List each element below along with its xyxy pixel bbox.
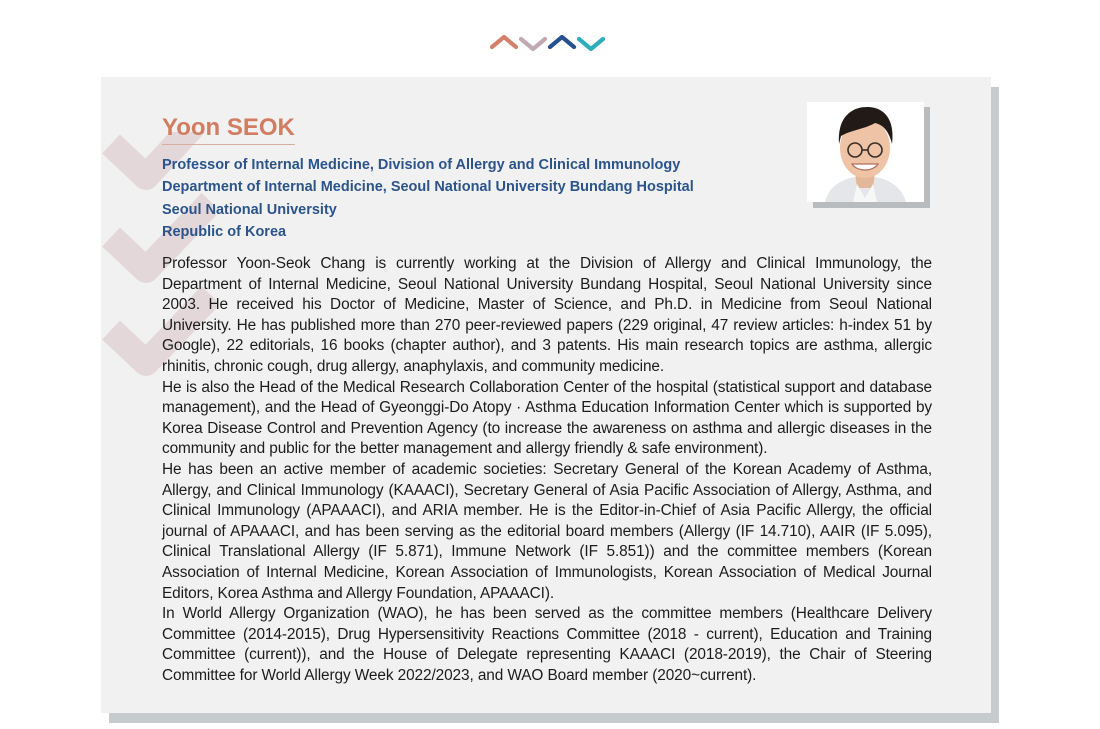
affiliation-list [162, 154, 694, 244]
affiliation-line: Republic of Korea [162, 224, 287, 241]
chevron-wave-logo [488, 30, 608, 56]
bio-paragraph: He is also the Head of the Medical Research Collaboration Center of the hospital (statistical support and database management), and the Head of Gyeonggi-Do Atopy · Asthma Education Information Center which is supported by Korea Disease Control and Prevention Agency (to increase the awareness on asthma and allergic diseases in the community and public for the better management and allergy friendly & safe environment). [162, 378, 932, 458]
affiliation-line: Seoul National University [162, 201, 337, 218]
bio-paragraph: He has been an active member of academic societies: Secretary General of the Korean Academy of Asthma, Allergy, and Clinical Immunology (KAAACI), Secretary General of Asia Pacific Association of Allergy, Asthma, and Clinical Immunology (APAAACI), and ARIA member. He is the Editor-in-Chief of Asia Pacific Allergy, the official journal of APAAACI, and has been serving as the editorial board members (Allergy (IF 14.710), AAIR (IF 5.095), Clinical Translational Allergy (IF 5.871), Immune Network (IF 5.851)) and the committee members (Korean Association of Internal Medicine, Korean Association of Immunologists, Korean Association of Medical Journal Editors, Korea Asthma and Allergy Foundation, APAAACI). [162, 460, 932, 602]
affiliation-line: Professor of Internal Medicine, Division of Allergy and Clinical Immunology [162, 157, 681, 173]
bio-paragraph: Professor Yoon-Seok Chang is currently working at the Division of Allergy and Clinical Immunology, the Department of Internal Medicine, Seoul National University Bundang Hospital, Seoul National University since 2003. He received his Doctor of Medicine, Master of Science, and Ph.D. in Medicine from Seoul National University. He has published more than 270 peer-reviewed papers (229 original, 47 review articles: h-index 51 by Google), 22 editorials, 16 books (chapter author), and 3 patents. His main research topics are asthma, allergic rhinitis, chronic cough, drug allergy, anaphylaxis, and community medicine. [162, 255, 932, 375]
profile-card [101, 77, 991, 713]
bio-paragraph: In World Allergy Organization (WAO), he has been served as the committee members (Healthcare Delivery Committee (2014-2015), Drug Hypersensitivity Reactions Committee (2018 - current), Education and Training Committee (current)), and the House of Delegate representing KAAACI (2018-2019), the Chair of Steering Committee for World Allergy Week 2022/2023, and WAO Board member (2020~current). [162, 605, 932, 684]
profile-photo [807, 102, 924, 202]
portrait-photo [807, 102, 924, 202]
person-name: Yoon SEOK [162, 113, 295, 145]
biography [162, 254, 932, 686]
affiliation-line: Department of Internal Medicine, Seoul National University Bundang Hospital [162, 179, 694, 196]
